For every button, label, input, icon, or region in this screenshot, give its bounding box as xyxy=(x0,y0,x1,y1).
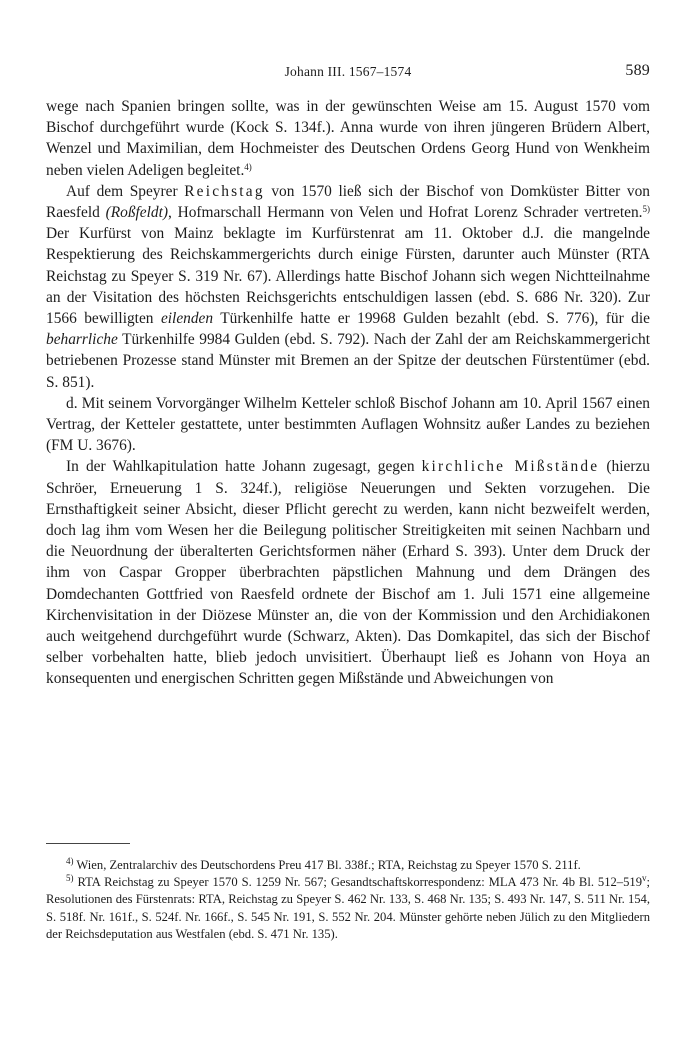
footnote-ref-5: 5) xyxy=(642,204,650,215)
footnote-separator xyxy=(46,843,130,844)
paragraph-2-text-c: , Hofmarschall Hermann von Velen und Hofrat Lorenz Schrader vertreten. xyxy=(168,204,643,222)
paragraph-2-text-f: Türkenhilfe 9984 Gulden (ebd. S. 792). Nach der Zahl der am Reichskammergericht betriebenen Prozesse stand Münster mit Bremen an der Spitze der deutschen Fürstentümer (ebd. S. 851). xyxy=(46,331,650,391)
paragraph-2-text-d: Der Kurfürst von Mainz beklagte im Kurfürstenrat am 11. Oktober d.J. die mangelnde Respektierung des Reichskammergerichts durch einige Fürsten, darunter auch Münster (RTA Reichstag zu Speyer S. 319 Nr. 67). Allerdings hatte Bischof Johann sich wegen Nichtteilnahme an der Visitation des höchsten Reichsgerichts entschuldigen lassen (ebd. S. 686 Nr. 320). Zur 1566 bewilligten xyxy=(46,225,650,328)
footnote-5 xyxy=(46,874,650,943)
running-head xyxy=(46,64,650,84)
paragraph-4-text-b: (hierzu Schröer, Erneuerung 1 S. 324f.), religiöse Neuerungen und Sekten vorzugehen. Die Ernsthaftigkeit seiner Absicht, dieser Pflicht gerecht zu werden, kann nicht bezweifelt werden, doch lag ihm vom Wesen her die Beilegung politischer Streitigkeiten mit seinen Nachbarn und die Neuordnung der überalterten Gerichtsformen näher (Erhard S. 393). Unter dem Druck der ihm von Caspar Gropper überbrachten päpstlichen Mahnung und dem Drängen des Domdechanten Gottfried von Raesfeld ordnete der Bischof am 1. Juli 1571 eine allgemeine Kirchenvisitation in der Diözese Münster an, die von der Kommission und den Archidiakonen auch weitgehend durchgeführt wurde (Schwarz, Akten). Das Domkapitel, das sich der Bischof selber vorbehalten hatte, blieb jedoch unvisitiert. Überhaupt ließ es Johann von Hoya an konsequenten und energischen Schritten gegen Mißstände und Abweichungen von xyxy=(46,458,650,688)
paragraph-3: d. Mit seinem Vorvorgänger Wilhelm Ketteler schloß Bischof Johann am 10. April 1567 einen Vertrag, der Ketteler gestattete, unter bestimmten Auflagen Wohnsitz außer Landes zu beziehen (FM U. 3676). xyxy=(46,394,650,455)
paragraph-4-text-a: In der Wahlkapitulation hatte Johann zugesagt, gegen xyxy=(66,458,422,476)
spaced-term-missstaende: kirchliche Mißstände xyxy=(421,458,600,476)
page-number: 589 xyxy=(625,62,650,79)
footnote-ref-4: 4) xyxy=(244,161,252,172)
footnotes xyxy=(46,857,650,943)
running-title: Johann III. 1567–1574 xyxy=(284,64,412,79)
footnote-4 xyxy=(46,857,650,874)
body-text xyxy=(46,96,650,690)
paragraph-1 xyxy=(46,96,650,181)
footnote-5-text-a: RTA Reichstag zu Speyer 1570 S. 1259 Nr. 567; Gesandtschaftskorrespondenz: MLA 473 Nr. 4b Bl. 512–519 xyxy=(73,875,642,890)
paragraph-2-text-a: Auf dem Speyrer xyxy=(66,182,185,200)
book-page xyxy=(46,0,650,1048)
footnote-4-mark: 4) xyxy=(66,856,74,866)
italic-term-rossfeldt: (Roßfeldt) xyxy=(105,204,168,222)
footnote-5-superscript-v: v xyxy=(642,873,647,884)
footnote-5-text-b: ; Resolutionen des Fürstenrats: RTA, Reichstag zu Speyer S. 462 Nr. 133, S. 468 Nr. 135; S. 493 Nr. 147, S. 511 Nr. 154, S. 518f. Nr. 161f., S. 524f. Nr. 166f., S. 545 Nr. 191, S. 552 Nr. 204. Münster gehörte neben Jülich zu den Mitgliedern der Reichsdeputation aus Westfalen (ebd. S. 471 Nr. 135). xyxy=(46,875,650,941)
footnote-5-mark: 5) xyxy=(66,873,74,884)
italic-term-beharrliche: beharrliche xyxy=(46,331,118,349)
paragraph-2 xyxy=(46,181,650,393)
paragraph-1-text: wege nach Spanien bringen sollte, was in der gewünschten Weise am 15. August 1570 vom Bischof durchgeführt wurde (Kock S. 134f.). Anna wurde von ihren jüngeren Brüdern Albert, Wenzel und Maximilian, dem Hochmeister des Deutschen Ordens Georg Hund von Wenkheim neben vielen Adeligen begleitet. xyxy=(46,98,650,179)
spaced-term-reichstag: Reichstag xyxy=(184,182,265,200)
paragraph-2-text-b: von 1570 ließ sich der Bischof von Domküster Bitter von Raesfeld xyxy=(46,182,650,222)
paragraph-2-text-e: Türkenhilfe hatte er 19968 Gulden bezahlt (ebd. S. 776), für die xyxy=(213,310,650,328)
footnote-4-text: Wien, Zentralarchiv des Deutschordens Preu 417 Bl. 338f.; RTA, Reichstag zu Speyer 1570 S. 211f. xyxy=(73,858,581,872)
italic-term-eilenden: eilenden xyxy=(160,310,214,328)
paragraph-4 xyxy=(46,456,650,689)
